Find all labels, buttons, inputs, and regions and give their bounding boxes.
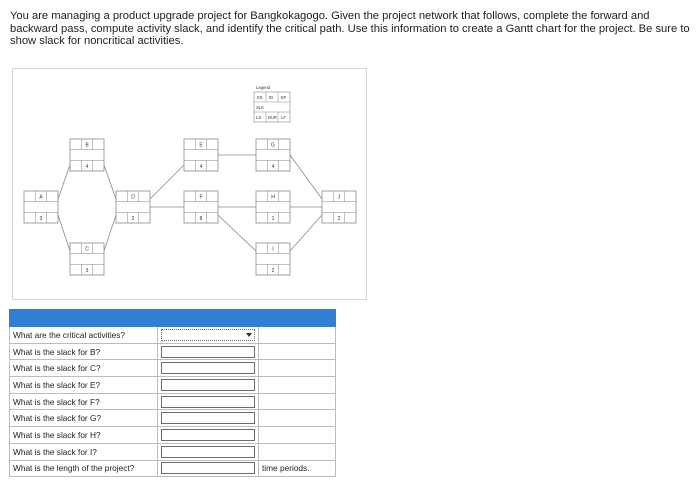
answer-cell	[158, 427, 259, 444]
question-label: What is the length of the project?	[10, 460, 158, 477]
question-label: What is the slack for E?	[10, 377, 158, 394]
activity-node-f	[184, 191, 218, 223]
legend-dur: DUR	[268, 115, 278, 120]
node-duration-label: 2	[131, 216, 135, 222]
node-id-label: F	[199, 194, 203, 201]
node-id-label: D	[131, 194, 135, 201]
node-duration-label: 3	[39, 216, 43, 222]
legend-title: Legend	[256, 85, 270, 90]
question-row	[10, 377, 336, 394]
unit-label	[259, 360, 336, 377]
question-row	[10, 360, 336, 377]
answer-table	[9, 309, 336, 477]
answer-cell	[158, 410, 259, 427]
answer-cell	[158, 393, 259, 410]
question-row	[10, 460, 336, 477]
unit-label	[259, 327, 336, 344]
node-id-label: I	[272, 246, 274, 253]
question-label: What is the slack for C?	[10, 360, 158, 377]
legend-lf: LF	[281, 115, 286, 120]
question-row	[10, 427, 336, 444]
unit-label	[259, 443, 336, 460]
node-id-label: C	[85, 246, 89, 253]
question-label: What is the slack for B?	[10, 343, 158, 360]
node-duration-label: 4	[199, 164, 203, 170]
arrow-a-b	[58, 165, 70, 199]
header-cell	[10, 310, 158, 327]
table-header-row	[10, 310, 336, 327]
question-label: What is the slack for I?	[10, 443, 158, 460]
activity-node-b	[70, 139, 104, 171]
arrow-g-j	[290, 155, 322, 199]
node-id-label: B	[85, 142, 89, 149]
question-row	[10, 443, 336, 460]
question-row	[10, 410, 336, 427]
legend-es: ES	[257, 95, 263, 100]
node-duration-label: 2	[337, 216, 341, 222]
arrow-f-i	[218, 215, 256, 251]
critical-activities-dropdown[interactable]	[161, 329, 255, 341]
unit-label	[259, 427, 336, 444]
arrow-c-d	[104, 215, 116, 251]
header-cell	[259, 310, 336, 327]
node-duration-label: 2	[271, 268, 275, 274]
answer-input[interactable]	[161, 412, 255, 424]
project-network-diagram	[12, 68, 367, 300]
activity-node-j	[322, 191, 356, 223]
answer-input[interactable]	[161, 346, 255, 358]
question-row	[10, 343, 336, 360]
node-duration-label: 3	[85, 268, 89, 274]
unit-label	[259, 410, 336, 427]
legend-slk: SLK	[256, 105, 264, 110]
answer-input[interactable]	[161, 362, 255, 374]
answer-cell	[158, 460, 259, 477]
unit-label	[259, 377, 336, 394]
answer-input[interactable]	[161, 396, 255, 408]
node-duration-label: 1	[271, 216, 275, 222]
activity-node-d	[116, 191, 150, 223]
question-row	[10, 327, 336, 344]
answer-input[interactable]	[161, 446, 255, 458]
question-label: What is the slack for G?	[10, 410, 158, 427]
question-label: What are the critical activities?	[10, 327, 158, 344]
legend-ef: EF	[281, 95, 287, 100]
node-id-label: A	[39, 194, 43, 201]
legend	[254, 85, 290, 122]
legend-ls: LS	[256, 115, 262, 120]
node-duration-label: 4	[85, 164, 89, 170]
node-duration-label: 4	[271, 164, 275, 170]
node-id-label: G	[271, 142, 275, 149]
node-id-label: H	[271, 194, 275, 201]
activity-node-a	[24, 191, 58, 223]
question-row	[10, 393, 336, 410]
activity-node-c	[70, 243, 104, 275]
unit-label	[259, 343, 336, 360]
node-id-label: E	[199, 142, 203, 149]
answer-cell	[158, 360, 259, 377]
legend-id: ID	[269, 95, 274, 100]
arrow-b-d	[104, 165, 116, 199]
activity-node-g	[256, 139, 290, 171]
node-duration-label: 8	[199, 216, 203, 222]
answer-cell	[158, 377, 259, 394]
header-cell	[158, 310, 259, 327]
activity-node-h	[256, 191, 290, 223]
activity-node-e	[184, 139, 218, 171]
unit-label	[259, 393, 336, 410]
problem-statement: You are managing a product upgrade project for Bangkokagogo. Given the project network that follows, complete the forward and backward pass, compute activity slack, and identify the critical path. Use this information to create a Gantt chart for the project. Be sure to show slack for noncritical activities.	[10, 10, 690, 47]
answer-input[interactable]	[161, 429, 255, 441]
node-id-label: J	[337, 194, 341, 201]
question-label: What is the slack for F?	[10, 393, 158, 410]
arrow-a-c	[58, 215, 70, 251]
answer-cell	[158, 443, 259, 460]
arrow-i-j	[290, 215, 322, 251]
answer-input[interactable]	[161, 462, 255, 474]
answer-input[interactable]	[161, 379, 255, 391]
network-svg	[13, 69, 368, 301]
question-label: What is the slack for H?	[10, 427, 158, 444]
arrow-d-e	[150, 165, 184, 199]
activity-node-i	[256, 243, 290, 275]
unit-label: time periods.	[259, 460, 336, 477]
answer-cell	[158, 343, 259, 360]
answer-cell	[158, 327, 259, 344]
